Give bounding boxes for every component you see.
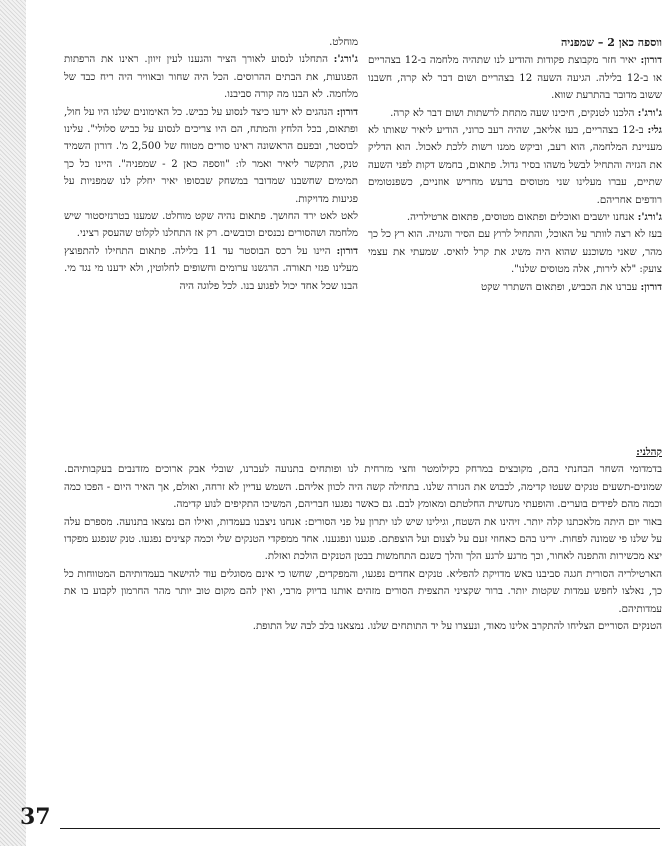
paragraph: [64, 208, 358, 243]
paragraph: [368, 122, 662, 209]
paragraph-text: הלכנו לטנקים, חיכינו שעה מתחת לרשתות ושום דבר לא קרה.: [390, 107, 638, 119]
footer-rule: [60, 828, 660, 829]
paragraph: [368, 105, 662, 122]
paragraph: [368, 209, 662, 226]
full-width-section: [64, 444, 662, 794]
paragraph-text: הנהגים לא ידעו כיצד לנסוע על כביש. כל האימונים שלנו היו על חול, ופתאום, בכל הלחץ והמתח, הם היו צריכים לנסוע על כביש סלולי". עלינו לבוסטר, ובפעם הראשונה ראינו סורים מטווח של 2,500 מ'. דורון השמיד טנק, התקשר ליאיר ואמר לו: "ווספה כאן 2 - שמפניה". היינו כל כך תמימים שחשבנו שמדובר במשחק שבסופו יאיר יחלק לנו שמפניות על פגיעות מדויקות.: [64, 106, 358, 205]
paragraph-text: עברנו את הכביש, ופתאום השתרר שקט: [480, 281, 641, 293]
speaker-label: ג'ורג':: [637, 106, 662, 119]
page-footer: [20, 804, 660, 834]
paragraph: [368, 226, 662, 278]
paragraph-text: התחלנו לנסוע לאורך הציר והגענו לעין זיוון. ראינו את הרפתות הפגועות, את הבתים ההרוסים. הכל היה שחור ובאוויר היה ריח כבד של מלחמה. לא הבנו מה קורה סביבנו.: [64, 54, 358, 101]
paragraph-text: מוחלט.: [329, 37, 358, 48]
section-title: ווספה כאן 2 – שמפניה: [560, 36, 662, 49]
paragraph: [64, 51, 358, 103]
left-column: [64, 34, 358, 432]
speaker-label: גלי:: [647, 124, 662, 137]
speaker-label: דורון:: [336, 105, 358, 118]
paragraph-text: ב-12 בצהריים, בעז אליאב, שהיה רעב כרוני, הודיע ליאיר שאותו לא מעניינת המלחמה, הוא רעב, וביקש ממנו רשות ללכת לאכול. הוא הדליק את הגזיה והתחיל לבשל משהו בסיר גדול. פתאום, בחמש דקות לפני השעה שתיים, עברו מעלינו שני מטוסים ברעש מחריש אוזניים, כשפנטומים רודפים אחריהם.: [368, 125, 662, 206]
paragraph: [64, 34, 358, 51]
paragraph: הטנקים הסוריים הצליחו להתקרב אלינו מאוד, ונעצרו על יד התותחים שלנו. נמצאנו בלב לבה של התופת.: [252, 621, 662, 633]
speaker-label: דורון:: [640, 280, 662, 293]
paragraph: [368, 52, 662, 104]
right-column: [368, 34, 662, 432]
paragraph-text: לאט לאט ירד החושך. פתאום נהיה שקט מוחלט. שמענו בטרנזיסטור שיש מלחמה ושהסורים נכנסים וכובשים. רק אז התחלנו לקלוט שהעסק רציני.: [64, 211, 358, 240]
paragraph: [368, 279, 662, 296]
speaker-label: דורון:: [336, 244, 358, 257]
speaker-label: ג'ורג':: [333, 53, 358, 66]
paragraph: [64, 104, 358, 208]
paragraph-text: יאיר חזר מקבוצת פקודות והודיע לנו שתהיה מלחמה ב-12 בצהריים או ב-12 בלילה. הגיעה השעה 12 בצהריים ושום דבר לא קרה, חשבנו ששוב מדובר בהתרעת שווא.: [368, 55, 662, 102]
paragraph-text: אנחנו יושבים ואוכלים ופתאום מטוסים, פתאום ארטילריה.: [406, 212, 638, 224]
two-column-section: [64, 34, 662, 432]
speaker-label: דורון:: [640, 54, 662, 67]
speaker-label: ג'ורג':: [637, 211, 662, 224]
paragraph: הארטילריה הסורית חגגה סביבנו באש מדויקת להפליא. טנקים אחדים נפגעו, והמפקדים, שחשו כי אינם מסוגלים עוד להישאר בעמדותיהם המטווחות כל כך, נאלצו לחפש עמדות שקטות יותר. ברור שקציני התצפית הסורים מזהים אותנו בדיוק מרבי, ואין להם מקום טוב יותר מהר החרמון לקבוע בו את עמדותיהם.: [64, 568, 662, 615]
paragraph: [64, 243, 358, 295]
paragraph-text: בעז לא רצה לוותר על האוכל, והתחיל לרוץ עם הסיר והגזיה. הוא רץ כל כך מהר, שאני משוכנע שהוא היה משיג את קרל לואיס. שמעתי את עצמי צועק: "לא לירות, אלה מטוסים שלנו".: [368, 229, 662, 276]
paragraph: בדמדומי השחר הבחנתי בהם, מקובצים במרחק כקילומטר וחצי מזרחית לנו ופותחים בתנועה לעברנו, שובלי אבק ארוכים מזדנבים בעקבותיהם. שמונים-תשעים טנקים שעטו קדימה, לכבוש את הגזרה שלנו. בתחילה קשה היה לכוון אליהם. השמש עדיין לא זרחה, ואולם, אך האיר היום - הפכו כמה וכמה מהם לפידים בוערים. והופעתי מנחשית החלטתם ומאומץ לבם. גם כאשר נפגעו חבריהם, המשיכו התקיפים לנוע קדימה.: [64, 464, 662, 511]
paragraph-text: היינו על רכס הבוסטר עד 11 בלילה. פתאום התחילו להתפוצץ מעלינו פגזי תאורה. הרגשנו ערומים וחשופים לחלוטין, ולא ידענו מי נגד מי. הבנו שכל אחד יכול לפגוע בנו. לכל פלוגה היה: [64, 245, 358, 292]
section-heading: קהלני:: [636, 446, 662, 458]
page-number: 37: [20, 804, 51, 830]
paragraph: באור יום היתה מלאכתנו קלה יותר. זיהינו את השטח, וגילינו שיש לנו יתרון על פני הסורים: אנחנו ניצבנו בעמדות, ואילו הם נמצאו בתנועה. מספרם עלה על שלנו פי שמונה לפחות. ירינו בהם כאחוזי זעם על לצנום ועל הוצפתם. פגענו ונפגענו. אחד ממפקדי הטנקים שלי וכמה קצינים נפגעו. טנק שנפגע מפקדו יצא מכשירות והתפנה לאחור, וכך מרגע לרגע הלך והלך כשגם התחמשות בבטן הטנקים הולכת ואזלת.: [64, 516, 662, 563]
scan-edge-strip: [0, 0, 26, 846]
